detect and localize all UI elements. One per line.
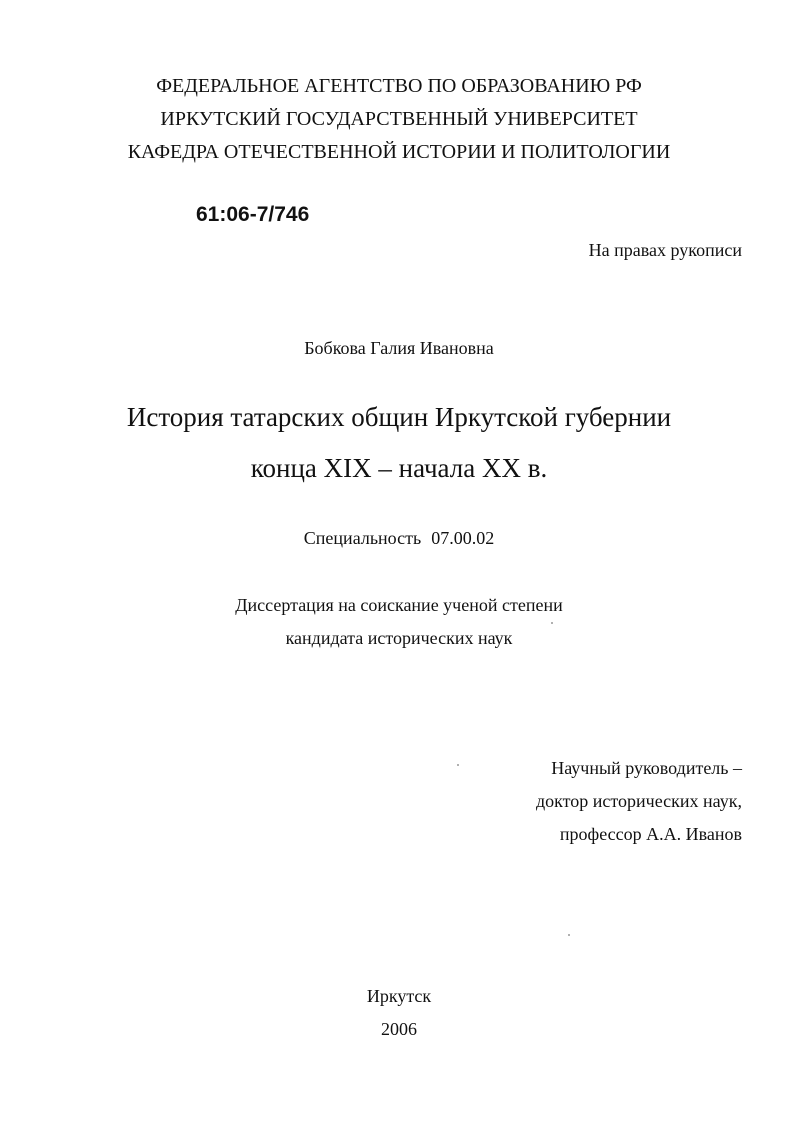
specialty-code: 07.00.02 xyxy=(431,528,495,548)
degree-line-1: Диссертация на соискание ученой степени xyxy=(235,595,563,615)
specialty xyxy=(0,527,798,549)
scan-speck xyxy=(457,764,459,766)
author-name: Бобкова Галия Ивановна xyxy=(304,338,494,358)
catalog-stamp: 61:06-7/746 xyxy=(196,203,310,226)
scan-speck xyxy=(568,934,570,936)
specialty-label: Специальность xyxy=(303,528,422,548)
header-university: ИРКУТСКИЙ ГОСУДАРСТВЕННЫЙ УНИВЕРСИТЕТ xyxy=(160,108,638,130)
advisor-line-2: доктор исторических наук, xyxy=(536,791,742,811)
degree-line-2: кандидата исторических наук xyxy=(285,628,513,648)
header-agency: ФЕДЕРАЛЬНОЕ АГЕНТСТВО ПО ОБРАЗОВАНИЮ РФ xyxy=(156,75,642,97)
advisor-line-3: профессор А.А. Иванов xyxy=(559,824,742,844)
advisor-line-1: Научный руководитель – xyxy=(551,758,742,778)
header-department: КАФЕДРА ОТЕЧЕСТВЕННОЙ ИСТОРИИ И ПОЛИТОЛОГИИ xyxy=(127,141,671,163)
city: Иркутск xyxy=(366,986,432,1006)
dissertation-title-line-1: История татарских общин Иркутской губернии xyxy=(126,402,672,432)
dissertation-title-line-2: конца XIX – начала XX в. xyxy=(250,453,548,483)
manuscript-note: На правах рукописи xyxy=(588,240,742,260)
year: 2006 xyxy=(381,1019,417,1039)
scan-speck xyxy=(551,622,553,624)
